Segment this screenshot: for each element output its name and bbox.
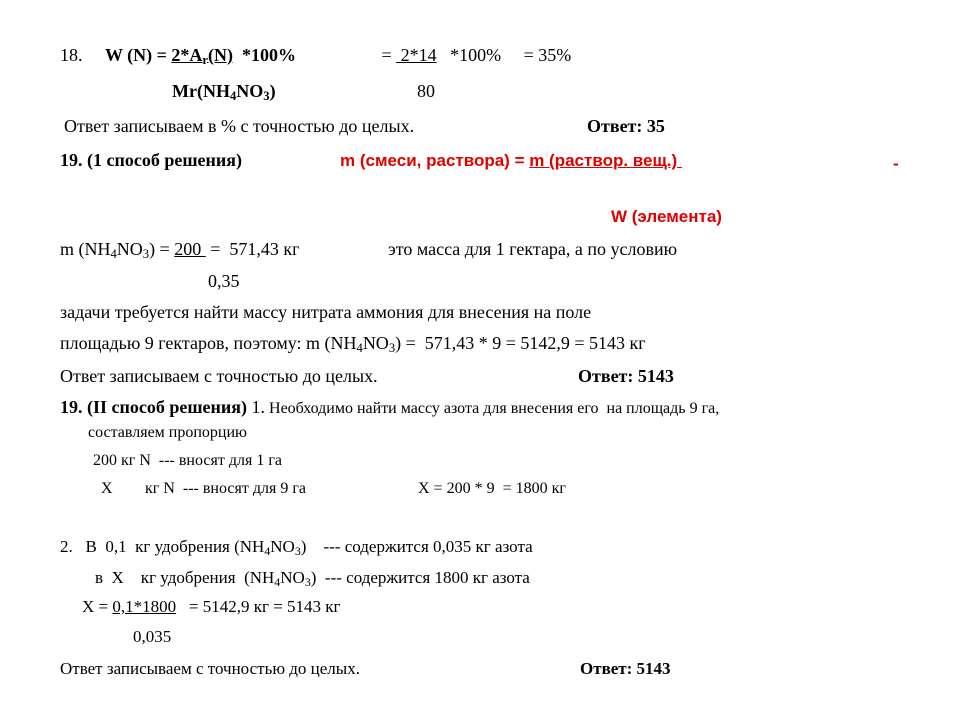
mixture-mass-formula: m (смеси, раствора) = m (раствор. вещ.) bbox=[340, 151, 682, 170]
formula-denominator: $Mr(NH_4NO_3)$ bbox=[172, 81, 276, 104]
proportion-result: X = 200 * 9 = 1800 кг bbox=[418, 480, 566, 497]
answer-18: Ответ: 35 bbox=[587, 116, 665, 136]
step-2-line-1: 2. В 0,1 кг удобрения $(NH_4NO_3)$ --- содержится 0,035 кг азота bbox=[60, 537, 533, 558]
answer-note-19-2: Ответ записываем с точностью до целых. bbox=[60, 659, 360, 678]
result-35: = 35% bbox=[501, 45, 572, 65]
step-1-number: 1. bbox=[247, 397, 266, 417]
step-2-denominator: 0,035 bbox=[133, 627, 172, 646]
formula-numerator: $2*A_r(N)$ bbox=[171, 45, 234, 68]
step-2-calc: X = 0,1*1800 = 5142,9 кг = 5143 кг bbox=[82, 597, 341, 616]
formula-denominator-red: W (элемента) bbox=[611, 207, 722, 226]
mass-calc-comment: это масса для 1 гектара, а по условию bbox=[388, 239, 678, 259]
proportion-line-2: кг N --- вносят для 9 га bbox=[145, 480, 306, 497]
problem-18-number: 18. bbox=[60, 45, 83, 65]
mass-numerator: 200 bbox=[174, 239, 206, 259]
problem-19-method-1-title: 19. (1 способ решения) bbox=[60, 150, 243, 170]
explanation-line-2: площадью 9 гектаров, поэтому: m $(NH_4NO_3) = 571,43 * 9 = 5142,9 = 5143$ кг bbox=[60, 333, 646, 356]
proportion-intro: составляем пропорцию bbox=[88, 424, 248, 441]
formula-multiplier: *100% bbox=[233, 45, 297, 65]
step-1-text: Необходимо найти массу азота для внесения его на площадь 9 га, bbox=[265, 400, 720, 417]
problem-19-method-2-title: 19. (II способ решения) bbox=[60, 397, 248, 417]
answer-note-19-1: Ответ записываем с точностью до целых. bbox=[60, 366, 378, 386]
problem-19-method-2-line bbox=[60, 398, 719, 417]
formula-lhs: W (N) = bbox=[105, 45, 172, 65]
step-2-numerator: 0,1*1800 bbox=[112, 597, 177, 616]
denominator-value: 80 bbox=[417, 81, 435, 101]
answer-note-18: Ответ записываем в % с точностью до целых. bbox=[64, 116, 415, 136]
explanation-line-1: задачи требуется найти массу нитрата аммония для внесения на поле bbox=[60, 302, 592, 322]
proportion-x: X bbox=[101, 480, 113, 497]
formula-substitution: = 2*14 *100% = 35% bbox=[368, 45, 572, 65]
mass-calc-line: m $(NH_4NO_3) = 200 = 571,43$ кг bbox=[60, 239, 300, 262]
answer-19-2: Ответ: 5143 bbox=[580, 659, 671, 678]
step-2-line-2: в X кг удобрения $(NH_4NO_3)$ --- содержится 1800 кг азота bbox=[95, 568, 530, 589]
answer-19-1: Ответ: 5143 bbox=[578, 366, 674, 386]
substitution-numerator: 2*14 bbox=[396, 45, 437, 65]
proportion-line-1: 200 кг N --- вносят для 1 га bbox=[93, 452, 282, 469]
formula-numerator-red: m (раствор. вещ.) bbox=[529, 151, 682, 170]
formula-mass-fraction bbox=[105, 45, 297, 68]
mass-denominator: 0,35 bbox=[208, 271, 240, 291]
fraction-bar-fragment: - bbox=[893, 154, 899, 173]
